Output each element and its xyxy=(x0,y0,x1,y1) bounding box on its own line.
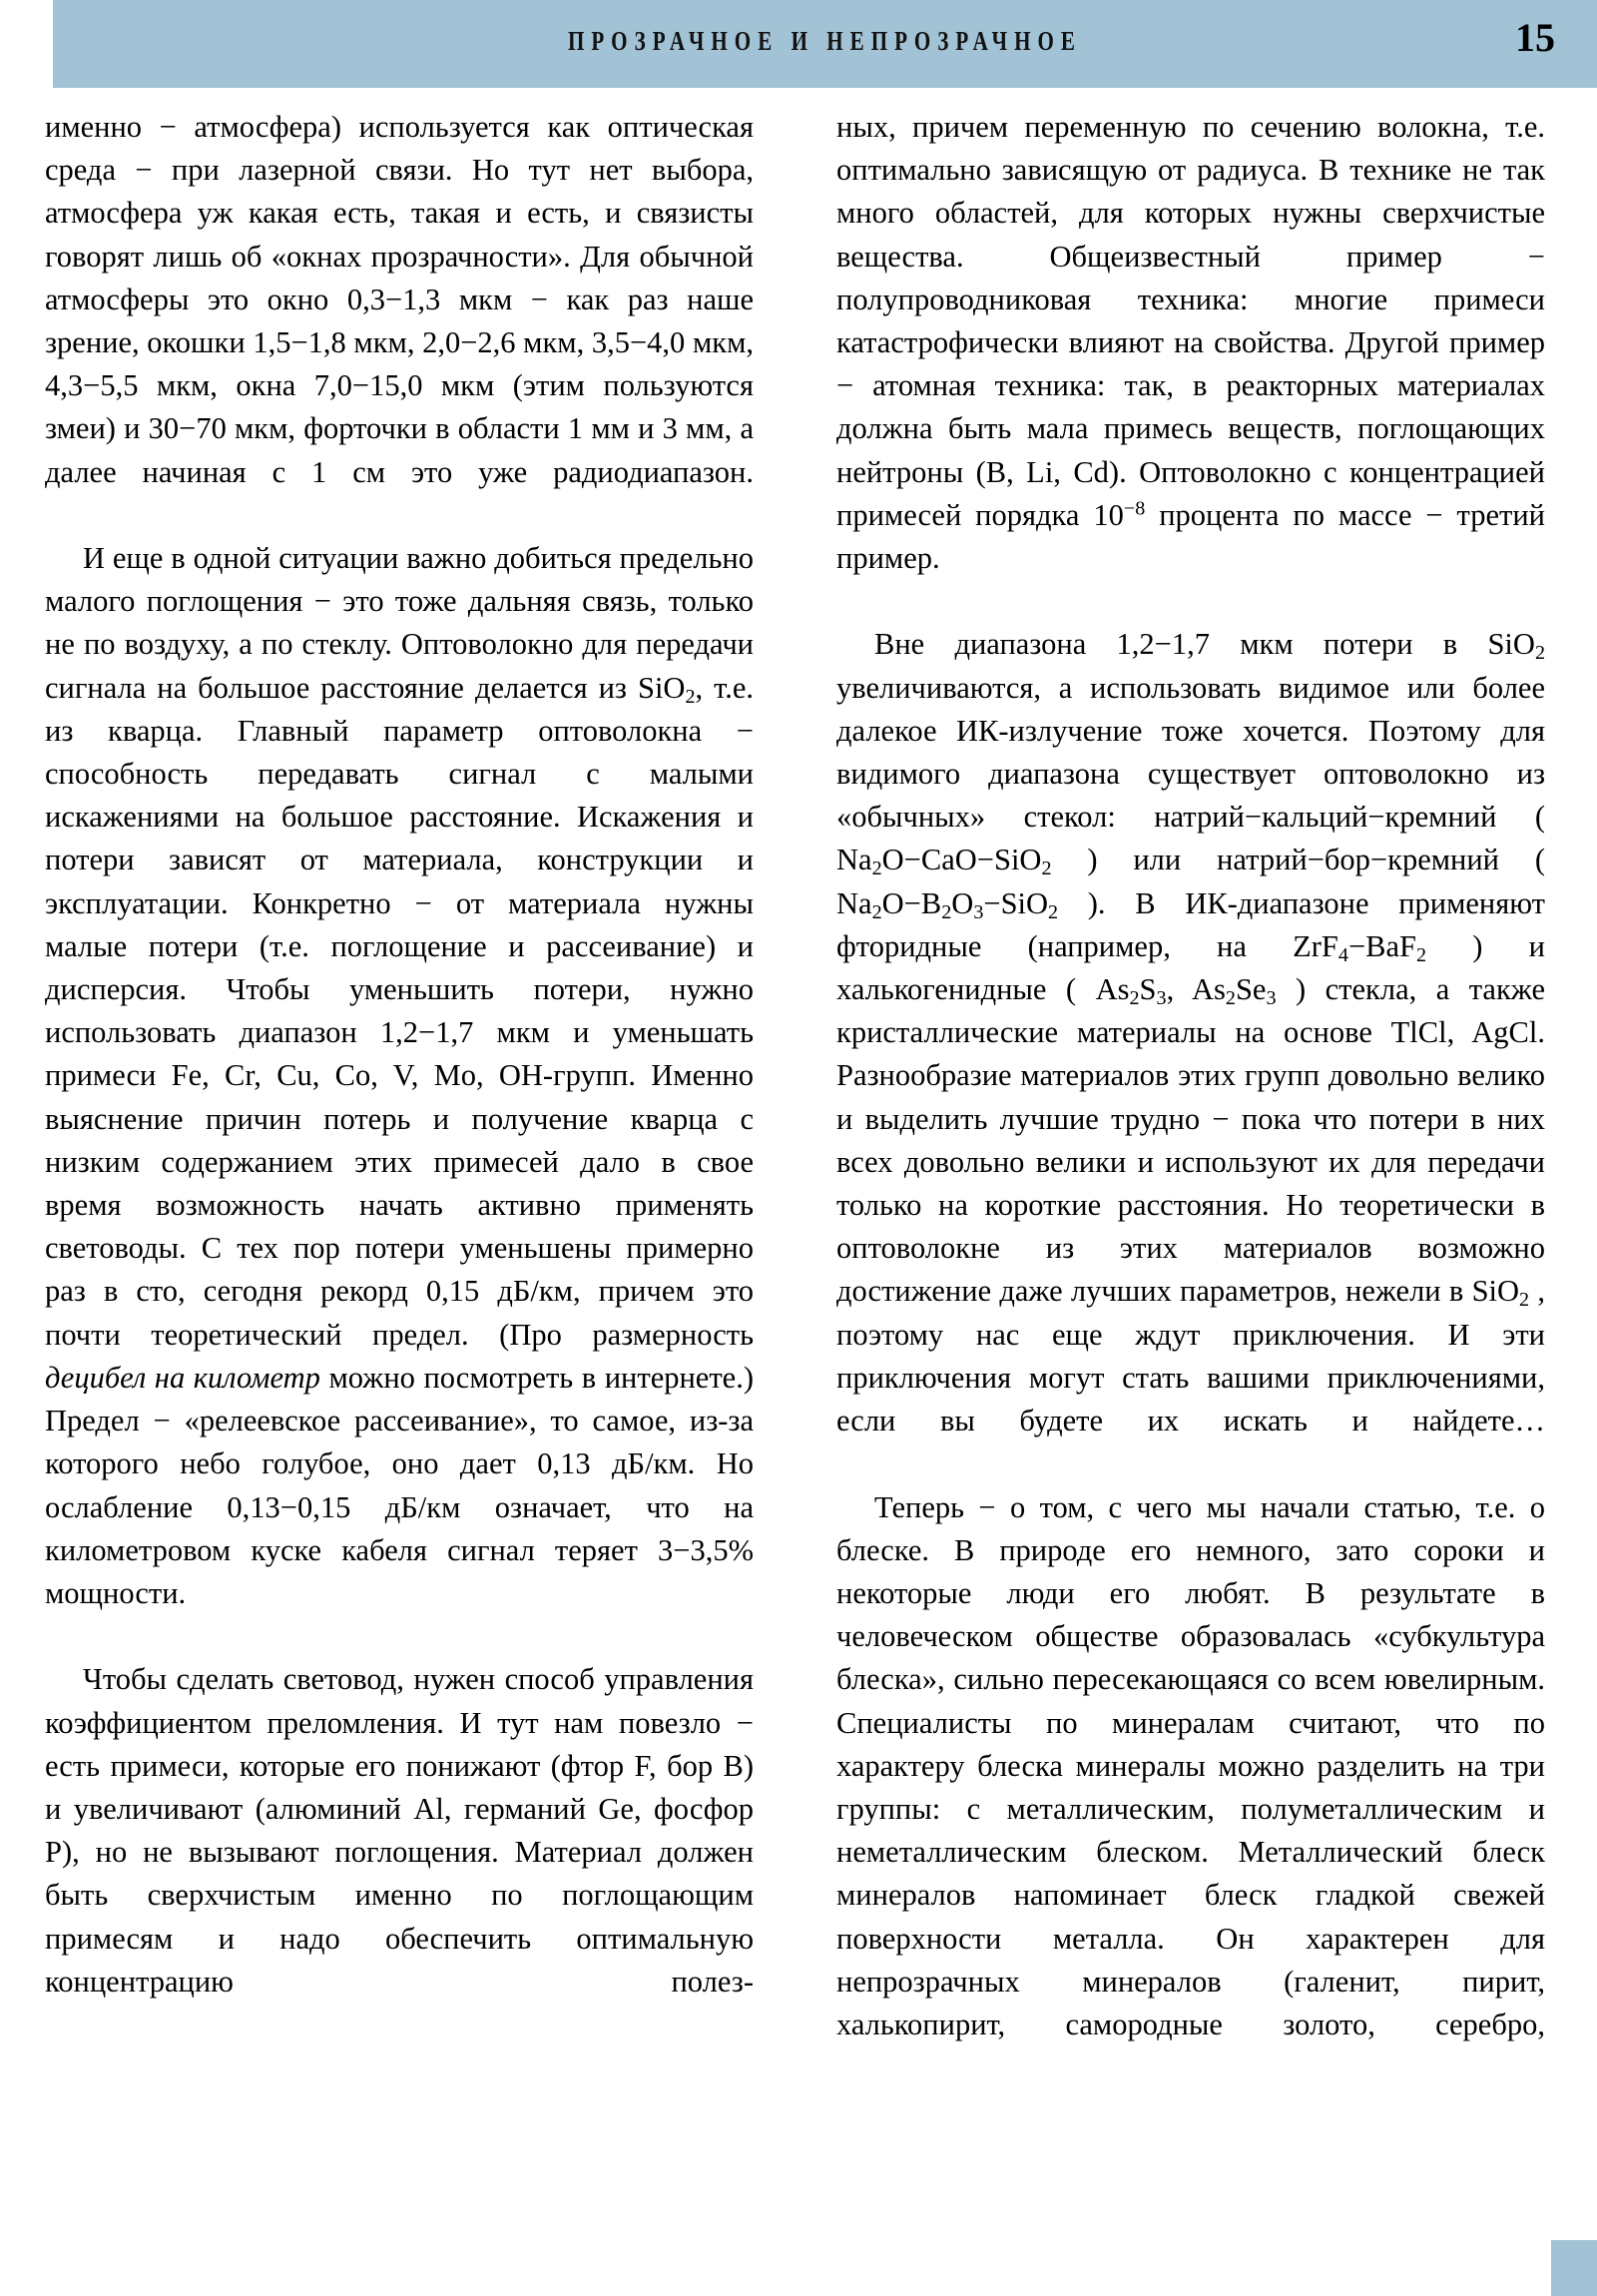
paragraph-5-text-f: ) стекла, а также кристаллические материалы на основе TlCl, AgCl. Разнообразие материалов этих групп довольно велико и выделить лучшие трудно − пока что потери в них всех довольно велики и используют их для передачи только на короткие расстояния. Но теоретически в оптоволокне из этих материалов возможно достижение даже лучших параметров, нежели в xyxy=(836,972,1545,1309)
paragraph-5 xyxy=(836,623,1545,1485)
italic-phrase-decibel-per-km: децибел на километр xyxy=(45,1360,320,1395)
formula-sio2-left-subscript: 2 xyxy=(685,685,696,708)
paragraph-5-text-a: Вне диапазона 1,2−1,7 мкм потери в xyxy=(874,627,1488,662)
formula-sodium-calcium-silicate: $Na_2O-CaO-SiO_2$ xyxy=(836,843,1052,880)
paragraph-5-text-e: ) и халькогенидные ( xyxy=(836,928,1545,1007)
formula-sio2-left xyxy=(638,670,696,708)
formula-sio2-right-1-base: SiO xyxy=(1487,627,1535,662)
page-body xyxy=(0,88,1597,2296)
formula-sio2-right-2-subscript: 2 xyxy=(1519,1289,1530,1312)
formula-sio2-left-base: SiO xyxy=(638,670,686,705)
paragraph-5-text-d: ). В ИК-диапазоне применяют фторидные (например, на xyxy=(836,885,1545,963)
formula-sodium-borosilicate: $Na_2O-B_2O_3-SiO_2$ xyxy=(836,885,1059,923)
formula-power-ten xyxy=(1093,498,1145,532)
formula-sio2-right-2-base: SiO xyxy=(1471,1274,1520,1309)
formula-power-ten-exponent: −8 xyxy=(1123,497,1146,520)
column-right xyxy=(836,106,1545,2089)
paragraph-3: Чтобы сделать световод, нужен способ управления коэффициентом преломления. И тут нам повезло − есть примеси, которые его понижают (фтор F, бор B) и увеличивают (алюминий Al, германий Ge, фосфор P), но не вызывают поглощения. Материал должен быть сверхчистым именно по поглощающим примесям и надо обеспечить оптимальную концентрацию полез- xyxy=(45,1662,754,1999)
paragraph-5-text-g: , поэтому нас еще ждут приключения. И эти приключения могут стать вашими приключениями, если вы будете их искать и найдете… xyxy=(836,1274,1546,1438)
formula-sio2-right-2 xyxy=(1471,1274,1530,1312)
paragraph-2-text-a: И еще в одной ситуации важно добиться предельно малого поглощения − это тоже дальняя связь, только не по воздуху, а по стеклу. Оптоволокно для передачи сигнала на большое расстояние делается из xyxy=(45,541,754,705)
paragraph-2-text-c: можно посмотреть в интернете.) Предел − «релеевское рассеивание», то самое, из-за которого небо голубое, оно дает 0,13 дБ/км. Но ослабление 0,13−0,15 дБ/км означает, что на километровом куске кабеля сигнал теряет 3−3,5% мощности. xyxy=(45,1360,754,1610)
paragraph-5-text-c: ) или натрий−бор−кремний ( xyxy=(1051,843,1545,877)
formula-sio2-right-1-subscript: 2 xyxy=(1534,642,1545,665)
column-left xyxy=(45,106,754,2046)
page-title: ПРОЗРАЧНОЕ И НЕПРОЗРАЧНОЕ xyxy=(568,26,1082,56)
formula-arsenic-chalcogenides: $As_2S_3$, $As_2Se_3$ xyxy=(1095,972,1277,1010)
header-banner xyxy=(53,0,1597,88)
paragraph-4-text-a: ных, причем переменную по сечению волокна, т.е. оптимально зависящую от радиуса. В технике не так много областей, для которых нужны сверхчистые вещества. Общеизвестный пример − полупроводниковая техника: многие примеси катастрофически влияют на свойства. Другой пример − атомная техника: так, в реакторных материалах должна быть мала примесь веществ, поглощающих нейтроны (B, Li, Cd). Оптоволокно с концентрацией примесей порядка xyxy=(836,110,1545,532)
page-number: 15 xyxy=(1515,15,1555,60)
paragraph-4-text-b: процента по массе − третий пример. xyxy=(836,497,1545,576)
paragraph-2 xyxy=(45,537,754,1658)
paragraph-4 xyxy=(836,106,1545,623)
paragraph-1: именно − атмосфера) используется как оптическая среда − при лазерной связи. Но тут нет выбора, атмосфера уж какая есть, такая и есть, и связисты говорят лишь об «окнах прозрачности». Для обычной атмосферы это окно 0,3−1,3 мкм − как раз наше зрение, окошки 1,5−1,8 мкм, 2,0−2,6 мкм, 3,5−4,0 мкм, 4,3−5,5 мкм, окна 7,0−15,0 мкм (этим пользуются змеи) и 30−70 мкм, форточки в области 1 мм и 3 мм, а далее начиная с 1 см это уже радиодиапазон. xyxy=(45,110,754,489)
corner-decoration-square xyxy=(1551,2240,1597,2296)
formula-zirconium-barium-fluoride: ZrF$_4$−BaF$_2$ xyxy=(1293,928,1427,966)
paragraph-6: Теперь − о том, с чего мы начали статью, т.е. о блеске. В природе его немного, зато сороки и некоторые люди его любят. В результате в человеческом обществе образовалась «субкультура блеска», сильно пересекающаяся со всем ювелирным. Специалисты по минералам считают, что по характеру блеска минералы можно разделить на три группы: с металлическим, полуметаллическим и неметаллическим блеском. Металлический блеск минералов напоминает блеск гладкой свежей поверхности металла. Он характерен для непрозрачных минералов (галенит, пирит, халькопирит, самородные золото, серебро, xyxy=(836,1489,1545,2041)
paragraph-2-text-b: , т.е. из кварца. Главный параметр оптоволокна − способность передавать сигнал с малыми искажениями на большое расстояние. Искажения и потери зависят от материала, конструкции и эксплуатации. Конкретно − от материала нужны малые потери (т.е. поглощение и рассеивание) и дисперсия. Чтобы уменьшить потери, нужно использовать диапазон 1,2−1,7 мкм и уменьшать примеси Fe, Cr, Cu, Co, V, Mo, OH-групп. Именно выяснение причин потерь и получение кварца с низким содержанием этих примесей дало в свое время возможность начать активно применять световоды. С тех пор потери уменьшены примерно раз в сто, сегодня рекорд 0,15 дБ/км, причем это почти теоретический предел. (Про размерность xyxy=(45,670,754,1352)
formula-power-ten-base: 10 xyxy=(1093,497,1124,532)
formula-sio2-right-1 xyxy=(1487,627,1545,665)
paragraph-5-text-b: увеличиваются, а использовать видимое или более далекое ИК-излучение тоже хочется. Поэтому для видимого диапазона существует оптоволокно из «обычных» стекол: натрий−кальций−кремний ( xyxy=(836,670,1545,835)
